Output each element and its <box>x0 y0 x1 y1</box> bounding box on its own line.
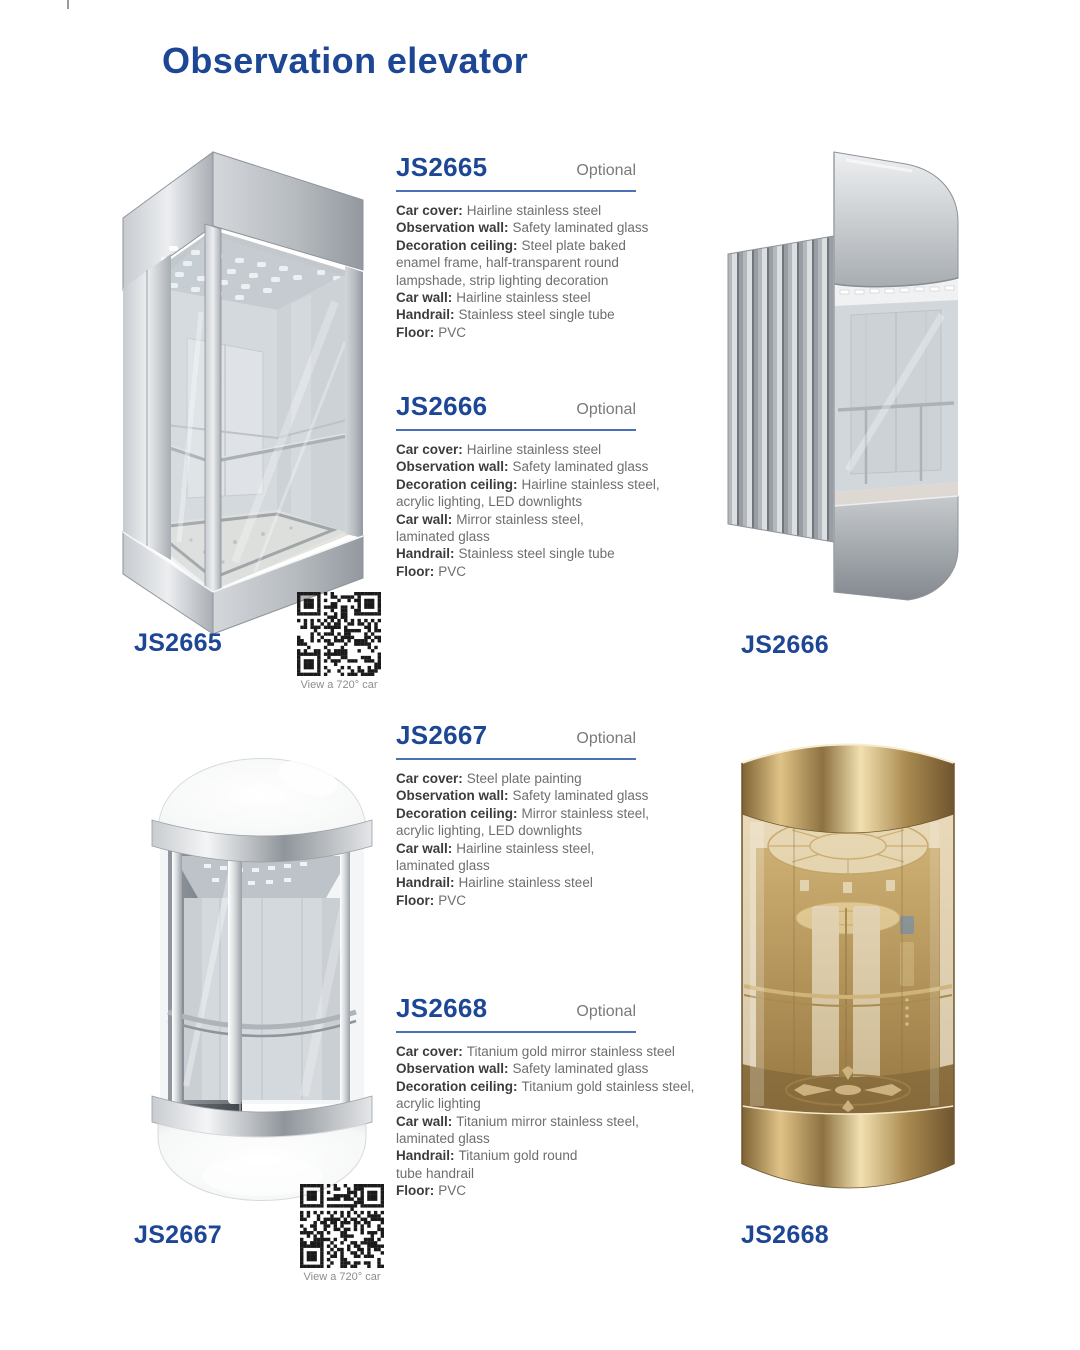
spec-label: Decoration ceiling: <box>396 476 518 492</box>
elevator-image-js2668 <box>734 718 962 1216</box>
spec-row <box>396 805 698 840</box>
spec-row <box>396 1147 698 1182</box>
spec-label: Car wall: <box>396 511 453 527</box>
spec-value: Steel plate baked enamel frame, half-transparent round lampshade, strip lighting decoration <box>396 237 626 288</box>
optional-label: Optional <box>576 730 636 747</box>
model-caption-js2665: JS2665 <box>134 629 222 657</box>
spec-row <box>396 840 698 875</box>
spec-label: Floor: <box>396 1183 435 1199</box>
spec-row <box>396 237 698 289</box>
spec-header <box>396 720 636 751</box>
spec-label: Decoration ceiling: <box>396 1078 518 1094</box>
model-id: JS2668 <box>396 993 488 1023</box>
spec-row <box>396 324 698 341</box>
qr-code[interactable] <box>297 592 381 676</box>
spec-label: Observation wall: <box>396 788 509 804</box>
spec-label: Car wall: <box>396 840 453 856</box>
elevator-illustration-js2666 <box>716 140 968 620</box>
elevator-illustration-js2665 <box>95 142 390 642</box>
spec-value: PVC <box>438 1183 467 1199</box>
spec-row <box>396 563 698 580</box>
spec-label: Floor: <box>396 324 435 340</box>
spec-value: Safety laminated glass <box>512 220 649 236</box>
spec-value: PVC <box>438 892 467 908</box>
spec-list <box>396 202 698 341</box>
elevator-image-js2665 <box>95 142 390 642</box>
spec-value: Titanium gold stainless steel, acrylic lighting <box>396 1078 695 1112</box>
spec-value: Hairline stainless steel <box>466 442 602 457</box>
spec-row <box>396 441 698 458</box>
spec-value: PVC <box>438 324 467 340</box>
divider <box>396 429 636 431</box>
spec-header <box>396 993 636 1024</box>
spec-value: Titanium gold round tube handrail <box>396 1148 578 1181</box>
spec-row <box>396 787 698 804</box>
spec-row <box>396 1182 698 1199</box>
spec-row <box>396 219 698 236</box>
spec-value: Safety laminated glass <box>512 788 649 804</box>
model-caption-js2666: JS2666 <box>741 631 829 659</box>
qr-block-bottom <box>300 1184 384 1283</box>
spec-value: Titanium gold mirror stainless steel <box>466 1044 675 1059</box>
spec-label: Car cover: <box>396 771 463 786</box>
spec-row <box>396 476 698 511</box>
spec-label: Handrail: <box>396 1148 455 1164</box>
spec-label: Car cover: <box>396 1044 463 1059</box>
model-id: JS2666 <box>396 391 488 421</box>
model-id: JS2667 <box>396 720 488 750</box>
spec-value: Titanium mirror stainless steel, laminated glass <box>396 1113 639 1147</box>
spec-label: Handrail: <box>396 875 455 891</box>
spec-value: Safety laminated glass <box>512 1061 649 1077</box>
spec-list <box>396 770 698 909</box>
spec-block-js2667 <box>396 720 698 909</box>
spec-label: Car wall: <box>396 290 453 306</box>
model-caption-js2668: JS2668 <box>741 1221 829 1249</box>
spec-label: Decoration ceiling: <box>396 805 518 821</box>
divider <box>396 758 636 760</box>
qr-block-top <box>297 592 381 691</box>
spec-row <box>396 289 698 306</box>
spec-row <box>396 770 698 787</box>
optional-label: Optional <box>576 401 636 418</box>
optional-label: Optional <box>576 162 636 179</box>
elevator-illustration-js2667 <box>112 706 397 1234</box>
model-id: JS2665 <box>396 152 488 182</box>
crop-mark <box>67 0 69 9</box>
spec-block-js2666 <box>396 391 698 580</box>
spec-row <box>396 874 698 891</box>
qr-caption: View a 720° car <box>300 679 378 691</box>
spec-value: Hairline stainless steel, acrylic lighting, LED downlights <box>396 476 660 510</box>
spec-label: Observation wall: <box>396 220 509 236</box>
spec-label: Floor: <box>396 563 435 579</box>
spec-row <box>396 1113 698 1148</box>
divider <box>396 1031 636 1033</box>
spec-row <box>396 545 698 562</box>
spec-row <box>396 1078 698 1113</box>
elevator-image-js2667 <box>112 706 397 1234</box>
spec-value: Stainless steel single tube <box>458 546 615 562</box>
spec-label: Floor: <box>396 892 435 908</box>
spec-header <box>396 152 636 183</box>
model-caption-js2667: JS2667 <box>134 1221 222 1249</box>
spec-list <box>396 441 698 580</box>
spec-label: Handrail: <box>396 307 455 323</box>
spec-label: Decoration ceiling: <box>396 237 518 253</box>
spec-value: PVC <box>438 563 467 579</box>
spec-value: Stainless steel single tube <box>458 307 615 323</box>
spec-value: Hairline stainless steel, laminated glass <box>396 840 595 874</box>
divider <box>396 190 636 192</box>
spec-value: Safety laminated glass <box>512 459 649 475</box>
spec-row <box>396 202 698 219</box>
spec-label: Car cover: <box>396 203 463 218</box>
spec-label: Handrail: <box>396 546 455 562</box>
page-title: Observation elevator <box>162 40 529 81</box>
spec-value: Hairline stainless steel <box>458 875 593 891</box>
spec-value: Hairline stainless steel <box>456 290 591 306</box>
spec-value: Mirror stainless steel, laminated glass <box>396 511 584 545</box>
spec-label: Car wall: <box>396 1113 453 1129</box>
spec-block-js2665 <box>396 152 698 341</box>
elevator-image-js2666 <box>716 140 968 620</box>
spec-value: Steel plate painting <box>466 771 582 786</box>
spec-value: Mirror stainless steel, acrylic lighting, LED downlights <box>396 805 650 839</box>
qr-code[interactable] <box>300 1184 384 1268</box>
elevator-illustration-js2668 <box>734 718 962 1216</box>
spec-row <box>396 511 698 546</box>
qr-caption: View a 720° car <box>303 1271 381 1283</box>
optional-label: Optional <box>576 1003 636 1020</box>
spec-header <box>396 391 636 422</box>
spec-label: Observation wall: <box>396 459 509 475</box>
spec-value: Hairline stainless steel <box>466 203 602 218</box>
spec-row <box>396 892 698 909</box>
spec-label: Observation wall: <box>396 1061 509 1077</box>
spec-block-js2668 <box>396 993 698 1200</box>
spec-list <box>396 1043 698 1200</box>
spec-row <box>396 1043 698 1060</box>
spec-row <box>396 458 698 475</box>
spec-label: Car cover: <box>396 442 463 457</box>
spec-row <box>396 306 698 323</box>
spec-row <box>396 1060 698 1077</box>
